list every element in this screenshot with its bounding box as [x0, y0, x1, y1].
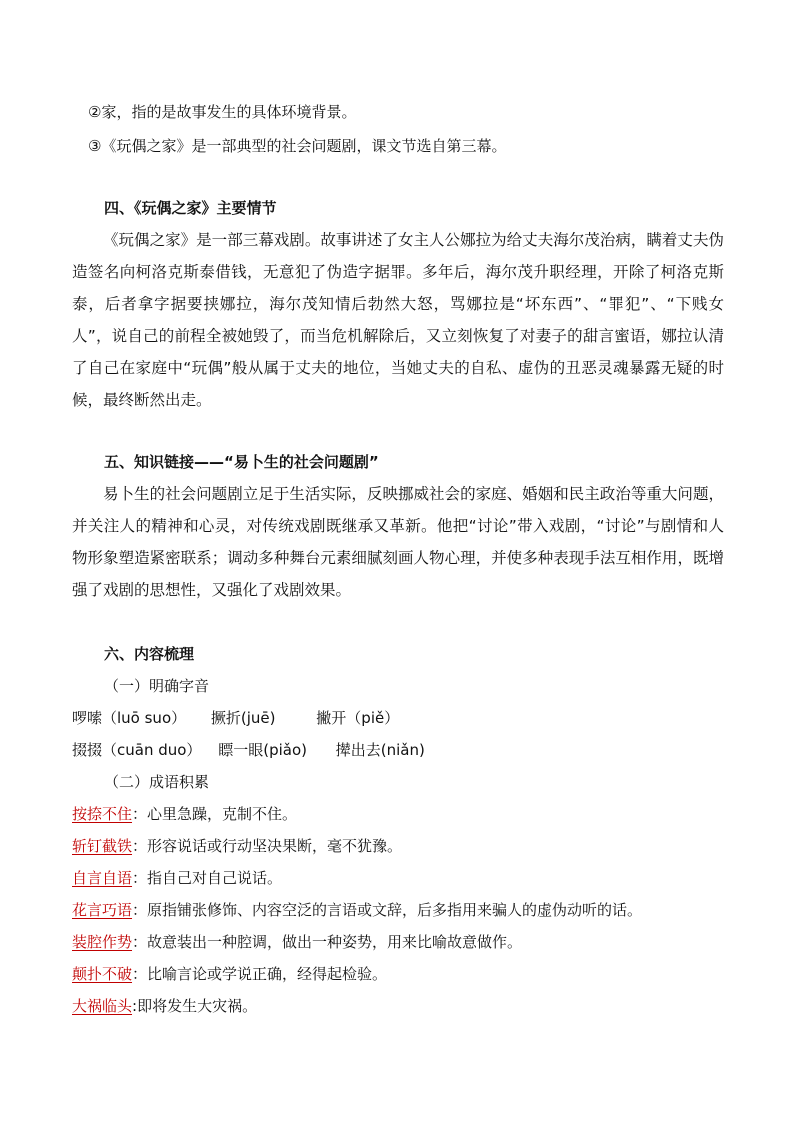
idiom-entry	[72, 836, 402, 856]
idiom-term: 装腔作势	[72, 933, 133, 951]
pronunciation-item: 啰嗦（luō suo）	[72, 709, 187, 727]
section-heading: 五、知识链接——“易卜生的社会问题剧”	[104, 453, 379, 471]
idiom-term: 斩钉截铁	[72, 837, 133, 855]
idiom-term: 按捺不住	[72, 805, 133, 823]
idiom-entry	[72, 900, 642, 920]
idiom-term: 大祸临头	[72, 997, 133, 1015]
pronunciation-item: 撵出去(niǎn)	[335, 741, 425, 759]
idiom-definition: ：指自己对自己说话。	[132, 869, 283, 887]
paragraph: 《玩偶之家》是一部三幕戏剧。故事讲述了女主人公娜拉为给丈夫海尔茂治病，瞒着丈夫伪造签名向柯洛克斯泰借钱，无意犯了伪造字据罪。多年后，海尔茂升职经理，开除了柯洛克斯泰，后者拿字据要挟娜拉，海尔茂知情后勃然大怒，骂娜拉是“坏东西”、“罪犯”、“下贱女人”，说自己的前程全被她毁了，而当危机解除后，又立刻恢复了对妻子的甜言蜜语，娜拉认清了自己在家庭中“玩偶”般从属于丈夫的地位，当她丈夫的自私、虚伪的丑恶灵魂暴露无疑的时候，最终断然出走。	[72, 231, 724, 409]
idiom-entry	[72, 996, 257, 1016]
subsection-heading: （一）明确字音	[104, 677, 210, 695]
idiom-definition: :即将发生大灾祸。	[132, 997, 258, 1015]
pronunciation-item: 掇掇（cuān duo）	[72, 741, 202, 759]
idiom-term: 花言巧语	[72, 901, 133, 919]
pronunciation-item: 瞟一眼(piǎo)	[218, 741, 307, 759]
idiom-definition: ：原指铺张修饰、内容空泛的言语或文辞，后多指用来骗人的虚伪动听的话。	[132, 901, 643, 919]
paragraph: 易卜生的社会问题剧立足于生活实际，反映挪威社会的家庭、婚姻和民主政治等重大问题，并关注人的精神和心灵，对传统戏剧既继承又革新。他把“讨论”带入戏剧，“讨论”与剧情和人物形象塑造紧密联系；调动多种舞台元素细腻刻画人物心理，并使多种表现手法互相作用，既增强了戏剧的思想性，又强化了戏剧效果。	[72, 485, 724, 599]
pronunciation-row	[72, 708, 399, 728]
idiom-entry	[72, 964, 387, 984]
pronunciation-row	[72, 740, 425, 760]
pronunciation-item: 撇开（piě）	[316, 709, 400, 727]
subsection-heading: （二）成语积累	[104, 773, 210, 791]
pronunciation-item: 撅折(juē)	[210, 709, 276, 727]
section-heading: 四、《玩偶之家》主要情节	[104, 199, 277, 217]
idiom-entry	[72, 932, 522, 952]
idiom-definition: ：形容说话或行动坚决果断，毫不犹豫。	[132, 837, 403, 855]
idiom-entry	[72, 804, 297, 824]
idiom-definition: ：心里急躁，克制不住。	[132, 805, 298, 823]
idiom-definition: ：故意装出一种腔调，做出一种姿势，用来比喻故意做作。	[132, 933, 523, 951]
list-item: ②家，指的是故事发生的具体环境背景。	[88, 103, 357, 121]
section-heading: 六、内容梳理	[104, 645, 195, 663]
idiom-entry	[72, 868, 282, 888]
idiom-definition: ：比喻言论或学说正确，经得起检验。	[132, 965, 388, 983]
idiom-term: 自言自语	[72, 869, 133, 887]
list-item: ③《玩偶之家》是一部典型的社会问题剧，课文节选自第三幕。	[88, 137, 507, 155]
idiom-term: 颠扑不破	[72, 965, 133, 983]
